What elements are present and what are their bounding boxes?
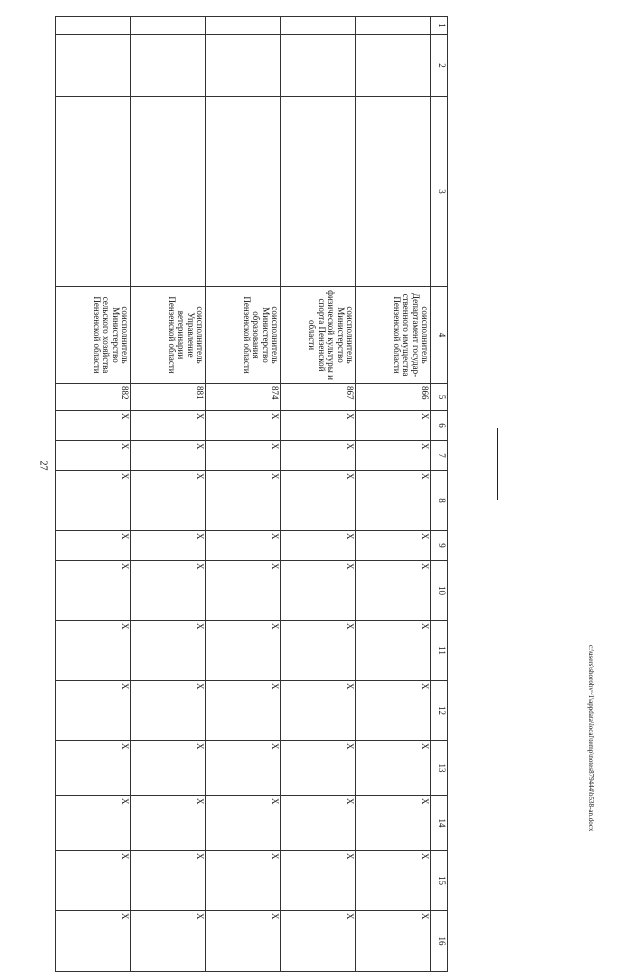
cell-code: 874 — [206, 384, 281, 411]
cell-mark: Х — [131, 796, 206, 851]
cell-mark: Х — [56, 441, 131, 471]
cell-col1 — [356, 17, 431, 35]
cell-mark: Х — [206, 796, 281, 851]
cell-mark: Х — [131, 441, 206, 471]
cell-code: 882 — [56, 384, 131, 411]
cell-mark: Х — [56, 681, 131, 741]
cell-mark: Х — [356, 561, 431, 621]
separator-line — [497, 428, 498, 500]
cell-mark: Х — [281, 796, 356, 851]
cell-mark: Х — [56, 471, 131, 531]
cell-col1 — [131, 17, 206, 35]
cell-mark: Х — [206, 851, 281, 911]
column-header-9: 9 — [431, 531, 448, 561]
cell-mark: Х — [56, 621, 131, 681]
cell-mark: Х — [206, 681, 281, 741]
cell-col3 — [206, 97, 281, 287]
cell-mark: Х — [356, 531, 431, 561]
column-header-14: 14 — [431, 796, 448, 851]
cell-executor: соисполнитель Министерство физической культуры и спорта Пензенской области — [281, 287, 356, 384]
table-row — [206, 17, 281, 972]
cell-mark: Х — [356, 741, 431, 796]
table-row — [281, 17, 356, 972]
cell-mark: Х — [206, 471, 281, 531]
cell-col3 — [56, 97, 131, 287]
column-header-12: 12 — [431, 681, 448, 741]
cell-col1 — [206, 17, 281, 35]
cell-mark: Х — [131, 911, 206, 972]
cell-mark: Х — [281, 561, 356, 621]
cell-mark: Х — [356, 681, 431, 741]
cell-col1 — [281, 17, 356, 35]
budget-table — [55, 16, 448, 972]
cell-mark: Х — [281, 741, 356, 796]
cell-mark: Х — [356, 796, 431, 851]
header-row — [431, 17, 448, 972]
cell-mark: Х — [56, 796, 131, 851]
cell-mark: Х — [131, 681, 206, 741]
page-number: 27 — [37, 460, 49, 471]
budget-table-container — [64, 16, 448, 946]
cell-mark: Х — [56, 411, 131, 441]
cell-mark: Х — [56, 741, 131, 796]
column-header-5: 5 — [431, 384, 448, 411]
cell-mark: Х — [281, 621, 356, 681]
column-header-16: 16 — [431, 911, 448, 972]
cell-col3 — [356, 97, 431, 287]
cell-col2 — [206, 35, 281, 97]
cell-mark: Х — [206, 411, 281, 441]
cell-executor: соисполнитель Департамент государ-ственного имущества Пензенской области — [356, 287, 431, 384]
cell-mark: Х — [131, 531, 206, 561]
column-header-3: 3 — [431, 97, 448, 287]
cell-mark: Х — [56, 911, 131, 972]
cell-mark: Х — [356, 411, 431, 441]
cell-mark: Х — [131, 621, 206, 681]
cell-mark: Х — [56, 851, 131, 911]
cell-mark: Х — [356, 621, 431, 681]
cell-mark: Х — [131, 851, 206, 911]
cell-mark: Х — [281, 911, 356, 972]
cell-mark: Х — [356, 911, 431, 972]
table-row — [56, 17, 131, 972]
cell-mark: Х — [281, 441, 356, 471]
cell-mark: Х — [356, 851, 431, 911]
cell-mark: Х — [131, 561, 206, 621]
cell-col1 — [56, 17, 131, 35]
cell-mark: Х — [56, 531, 131, 561]
cell-mark: Х — [131, 411, 206, 441]
column-header-8: 8 — [431, 471, 448, 531]
table-row — [131, 17, 206, 972]
cell-mark: Х — [131, 471, 206, 531]
cell-executor: соисполнитель Управление ветеринарии Пензенской области — [131, 287, 206, 384]
cell-mark: Х — [356, 471, 431, 531]
cell-mark: Х — [206, 561, 281, 621]
column-header-2: 2 — [431, 35, 448, 97]
cell-mark: Х — [281, 471, 356, 531]
cell-mark: Х — [356, 441, 431, 471]
cell-code: 866 — [356, 384, 431, 411]
column-header-10: 10 — [431, 561, 448, 621]
column-header-6: 6 — [431, 411, 448, 441]
cell-mark: Х — [281, 851, 356, 911]
footer-file-path: c:\users\shorohv~1\appdata\local\temp\notes879444\b538-an.docx — [587, 645, 595, 832]
cell-col2 — [56, 35, 131, 97]
cell-col2 — [281, 35, 356, 97]
column-header-11: 11 — [431, 621, 448, 681]
cell-mark: Х — [56, 561, 131, 621]
cell-mark: Х — [281, 531, 356, 561]
cell-mark: Х — [281, 411, 356, 441]
cell-mark: Х — [206, 531, 281, 561]
cell-mark: Х — [206, 911, 281, 972]
column-header-1: 1 — [431, 17, 448, 35]
column-header-15: 15 — [431, 851, 448, 911]
cell-col2 — [356, 35, 431, 97]
cell-mark: Х — [206, 621, 281, 681]
cell-mark: Х — [206, 441, 281, 471]
cell-code: 867 — [281, 384, 356, 411]
cell-col3 — [131, 97, 206, 287]
cell-executor: соисполнитель Министерство образования Пензенской области — [206, 287, 281, 384]
cell-mark: Х — [281, 681, 356, 741]
cell-col2 — [131, 35, 206, 97]
cell-mark: Х — [206, 741, 281, 796]
cell-mark: Х — [131, 741, 206, 796]
cell-executor: соисполнитель Министерство сельского хозяйства Пензенской области — [56, 287, 131, 384]
cell-col3 — [281, 97, 356, 287]
column-header-13: 13 — [431, 741, 448, 796]
table-row — [356, 17, 431, 972]
column-header-7: 7 — [431, 441, 448, 471]
column-header-4: 4 — [431, 287, 448, 384]
table-body — [56, 17, 431, 972]
cell-code: 881 — [131, 384, 206, 411]
